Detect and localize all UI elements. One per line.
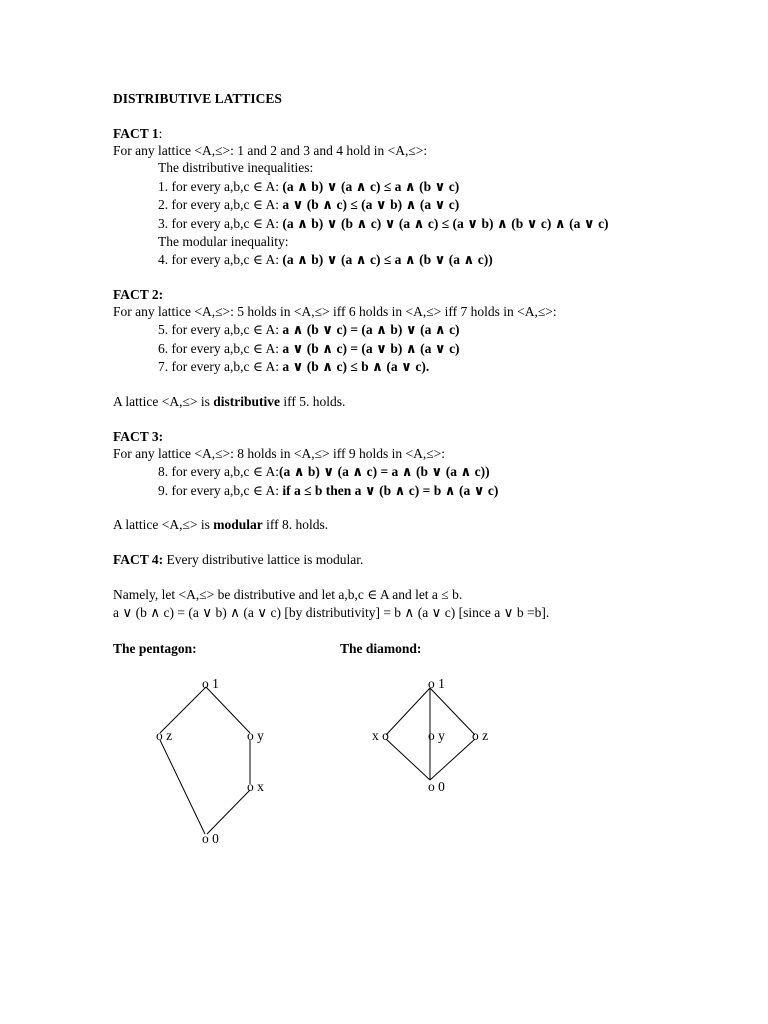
pentagon-node-0: o 0 (202, 831, 219, 846)
item-prefix: 7. for every a,b,c ∈ A: (158, 359, 283, 374)
item-formula: a ∨ (b ∧ c) ≤ b ∧ (a ∨ c). (282, 359, 430, 374)
edge-z-0 (160, 740, 205, 834)
fact2-heading: FACT 2: (113, 287, 164, 302)
diamond-node-x: x o (372, 728, 389, 743)
proof-line-2: a ∨ (b ∧ c) = (a ∨ b) ∧ (a ∨ c) [by distributivity] = b ∧ (a ∨ c) [since a ∨ b =b]. (113, 605, 550, 620)
pentagon-node-1: o 1 (202, 676, 219, 691)
fact4-label: FACT 4: (113, 552, 164, 567)
item-prefix: 2. for every a,b,c ∈ A: (158, 197, 283, 212)
def-post: iff 8. holds. (262, 517, 329, 532)
item-prefix: 5. for every a,b,c ∈ A: (158, 322, 283, 337)
edge-z-0 (430, 739, 475, 780)
def-term: modular (213, 517, 263, 532)
pentagon-labels (156, 676, 264, 846)
proof-line-1: Namely, let <A,≤> be distributive and let a,b,c ∈ A and let a ≤ b. (113, 587, 463, 602)
item-prefix: 4. for every a,b,c ∈ A: (158, 252, 283, 267)
item-formula: (a ∧ b) ∨ (b ∧ c) ∨ (a ∧ c) ≤ (a ∨ b) ∧ (b ∨ c) ∧ (a ∨ c) (282, 216, 609, 231)
fact3-heading: FACT 3: (113, 429, 164, 444)
fact3-intro: For any lattice <A,≤>: 8 holds in <A,≤> iff 9 holds in <A,≤>: (113, 446, 446, 461)
pentagon-node-x: o x (247, 779, 264, 794)
pentagon-node-y: o y (247, 728, 264, 743)
diamond-node-y: o y (428, 728, 445, 743)
item-prefix: 6. for every a,b,c ∈ A: (158, 341, 283, 356)
fact4-text: Every distributive lattice is modular. (163, 552, 364, 567)
fact2-intro: For any lattice <A,≤>: 5 holds in <A,≤> iff 6 holds in <A,≤> iff 7 holds in <A,≤>: (113, 304, 557, 319)
item-prefix: 9. for every a,b,c ∈ A: (158, 483, 283, 498)
def-pre: A lattice <A,≤> is (113, 394, 214, 409)
item-formula: (a ∧ b) ∨ (a ∧ c) ≤ a ∧ (b ∨ (a ∧ c)) (282, 252, 493, 267)
fact1-colon: : (158, 126, 163, 141)
def-post: iff 5. holds. (280, 394, 346, 409)
item-formula: if a ≤ b then a ∨ (b ∧ c) = b ∧ (a ∨ c) (282, 483, 499, 498)
item-prefix: 3. for every a,b,c ∈ A: (158, 216, 283, 231)
diamond-node-z: o z (472, 728, 489, 743)
fact1-dist-heading: The distributive inequalities: (158, 160, 314, 175)
edge-x-0 (207, 790, 250, 834)
def-pre: A lattice <A,≤> is (113, 517, 214, 532)
edge-1-y (206, 687, 250, 733)
pentagon-node-z: o z (156, 728, 173, 743)
edge-x-0 (386, 739, 430, 780)
item-formula: a ∧ (b ∨ c) = (a ∧ b) ∨ (a ∧ c) (282, 322, 460, 337)
page-title: DISTRIBUTIVE LATTICES (113, 91, 282, 106)
item-formula: (a ∧ b) ∨ (a ∧ c) ≤ a ∧ (b ∨ c) (282, 179, 460, 194)
edge-1-z (160, 687, 206, 733)
fact1-intro: For any lattice <A,≤>: 1 and 2 and 3 and 4 hold in <A,≤>: (113, 143, 428, 158)
pentagon-heading: The pentagon: (113, 641, 197, 656)
diamond-heading: The diamond: (340, 641, 422, 656)
item-formula: a ∨ (b ∧ c) = (a ∨ b) ∧ (a ∨ c) (282, 341, 460, 356)
pentagon-diagram (160, 687, 250, 834)
item-formula: (a ∧ b) ∨ (a ∧ c) = a ∧ (b ∨ (a ∧ c)) (278, 464, 490, 479)
diamond-node-0: o 0 (428, 779, 445, 794)
item-formula: a ∨ (b ∧ c) ≤ (a ∨ b) ∧ (a ∨ c) (282, 197, 460, 212)
def-term: distributive (213, 394, 281, 409)
fact1-label: FACT 1 (113, 126, 159, 141)
edge-1-x (386, 688, 430, 735)
fact1-mod-heading: The modular inequality: (158, 234, 289, 249)
item-prefix: 8. for every a,b,c ∈ A: (158, 464, 279, 479)
item-prefix: 1. for every a,b,c ∈ A: (158, 179, 283, 194)
diamond-node-1: o 1 (428, 676, 445, 691)
